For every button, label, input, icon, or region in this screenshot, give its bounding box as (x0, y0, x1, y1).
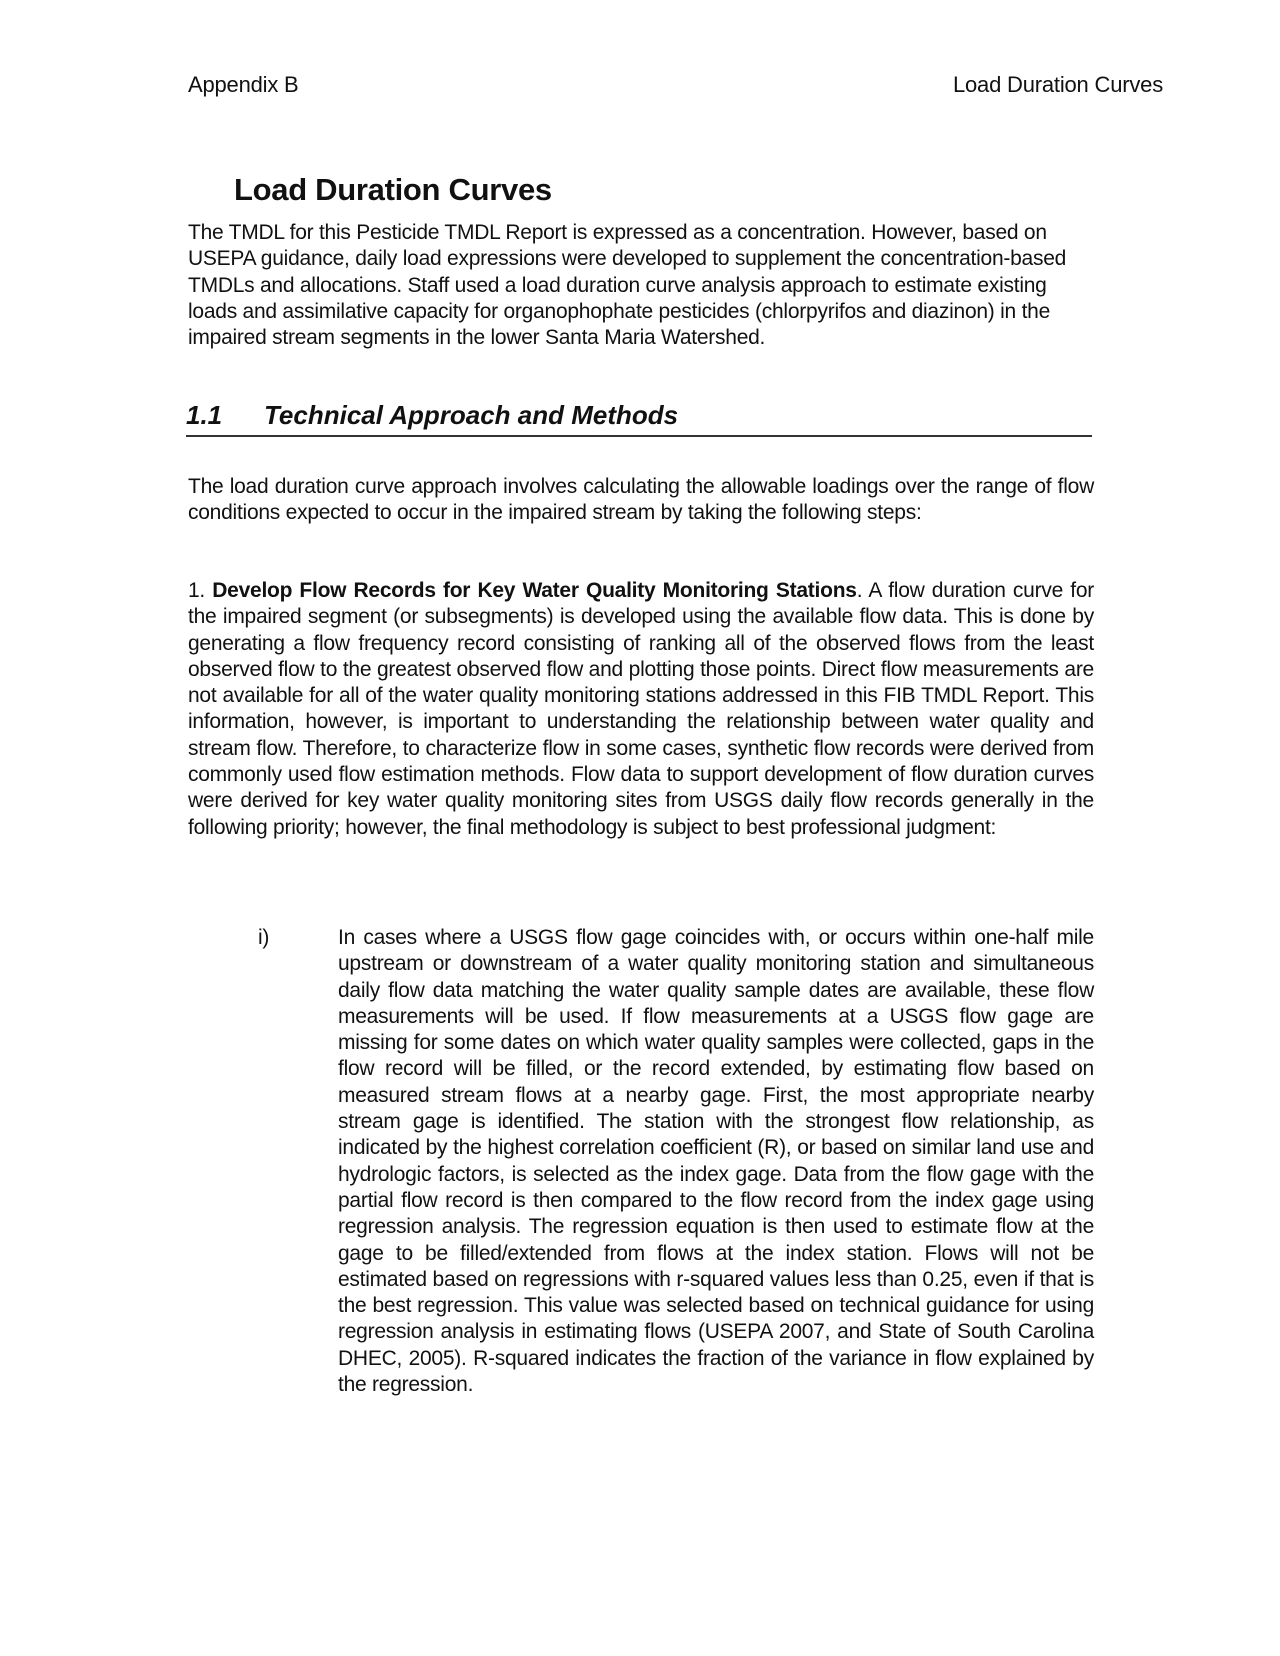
step-1-period: . (856, 579, 863, 602)
sub-list-text: In cases where a USGS flow gage coincides with, or occurs within one-half mile upstream or downstream of a water quality monitoring station and simultaneous daily flow data matching the water quality sample dates are available, these flow measurements will be used. If flow measurements at a USGS flow gage are missing for some dates on which water quality samples were collected, gaps in the flow record will be filled, or the record extended, by estimating flow based on measured stream flows at a nearby gage. First, the most appropriate nearby stream gage is identified. The station with the strongest flow relationship, as indicated by the highest correlation coefficient (R), or based on similar land use and hydrologic factors, is selected as the index gage. Data from the flow gage with the partial flow record is then compared to the flow record from the index gage using regression analysis. The regression equation is then used to estimate flow at the gage to be filled/extended from flows at the index station. Flows will not be estimated based on regressions with r-squared values less than 0.25, even if that is the best regression. This value was selected based on technical guidance for using regression analysis in estimating flows (USEPA 2007, and State of South Carolina DHEC, 2005). R-squared indicates the fraction of the variance in flow explained by the regression. (338, 926, 1094, 1397)
header-left: Appendix B (188, 72, 299, 97)
section-heading (186, 400, 1092, 437)
approach-paragraph: The load duration curve approach involves calculating the allowable loadings over the range of flow conditions expected to occur in the impaired stream by taking the following steps: (188, 475, 1094, 525)
step-1-number: 1. (188, 579, 206, 602)
header-right: Load Duration Curves (952, 72, 1163, 97)
step-1-text: A flow duration curve for the impaired segment (or subsegments) is developed using the available flow data. This is done by generating a flow frequency record consisting of ranking all of the observed flows from the least observed flow to the greatest observed flow and plotting those points. Direct flow measurements are not available for all of the water quality monitoring stations addressed in this FIB TMDL Report. This information, however, is important to understanding the relationship between water quality and stream flow. Therefore, to characterize flow in some cases, synthetic flow records were derived from commonly used flow estimation methods. Flow data to support development of flow duration curves were derived for key water quality monitoring sites from USGS daily flow records generally in the following priority; however, the final methodology is subject to best professional judgment: (188, 579, 1094, 839)
sub-list-item (258, 925, 1094, 1398)
section-number: 1.1 (186, 400, 223, 430)
step-1-paragraph (188, 578, 1094, 841)
page-header (188, 72, 1163, 98)
step-1-title: Develop Flow Records for Key Water Quality Monitoring Stations (212, 579, 857, 602)
sub-list-marker: i) (258, 926, 270, 949)
document-title: Load Duration Curves (234, 172, 552, 207)
intro-paragraph: The TMDL for this Pesticide TMDL Report is expressed as a concentration. However, based on USEPA guidance, daily load expressions were developed to supplement the concentration-based TMDLs and allocations. Staff used a load duration curve analysis approach to estimate existing loads and assimilative capacity for organophophate pesticides (chlorpyrifos and diazinon) in the impaired stream segments in the lower Santa Maria Watershed. (188, 221, 1067, 350)
section-title: Technical Approach and Methods (264, 400, 679, 430)
